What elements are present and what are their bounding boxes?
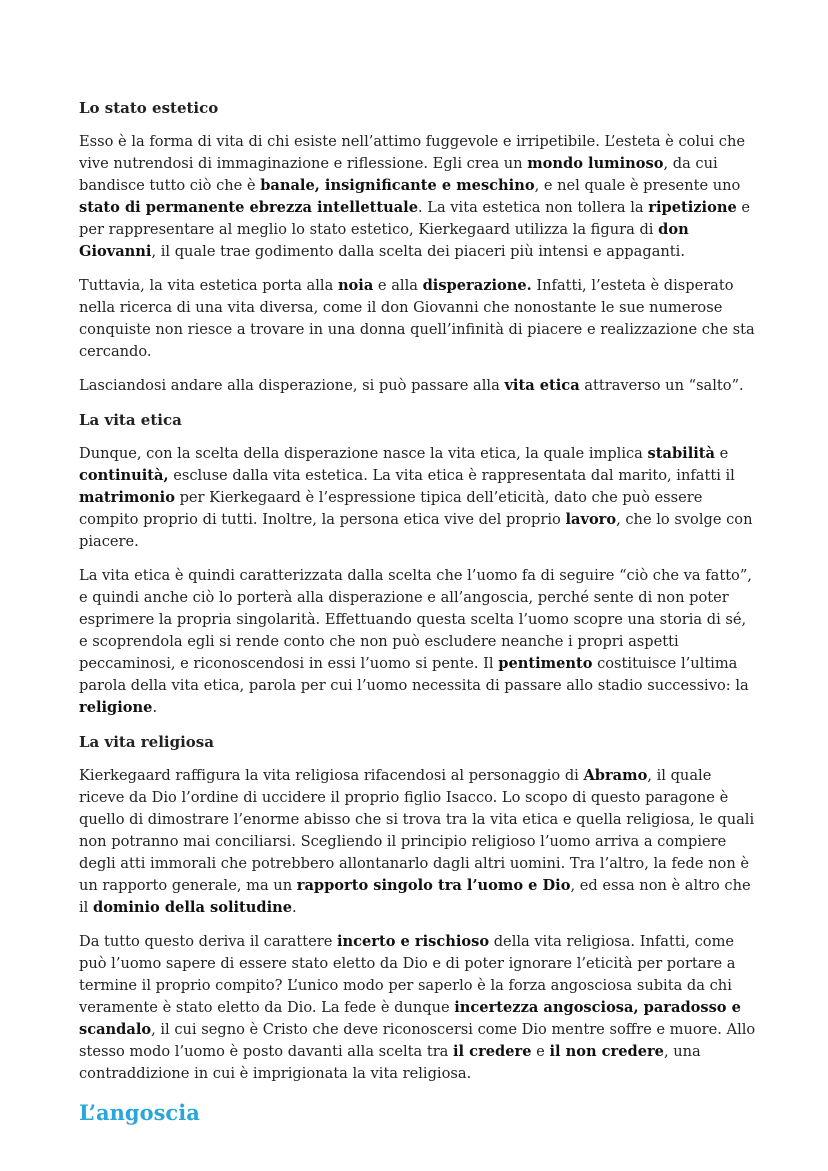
bold-text: noia <box>337 277 374 294</box>
text-run: . La vita estetica non tollera la <box>418 199 649 216</box>
text-run: e <box>531 1043 550 1060</box>
text-run: , il quale riceve da Dio l’ordine di uccidere il proprio figlio Isacco. Lo scopo di questo paragone è quello di dimostrare l’enorme abisso che si trova tra la vita etica e quella religiosa, le quali non potranno mai conciliarsi. Scegliendo il principio religioso l’uomo arriva a compiere degli atti immorali che potrebbero allontanarlo dagli altri uomini. Tra l’altro, la fede non è un rapporto generale, ma un <box>79 767 755 894</box>
bold-text: matrimonio <box>79 489 175 506</box>
text-run: costituisce l’ultima parola della vita etica, parola per cui l’uomo necessita di passare allo stadio successivo: la <box>79 655 749 694</box>
paragraph <box>79 565 758 719</box>
bold-text: continuità, <box>79 467 169 484</box>
text-run: attraverso un “salto”. <box>579 377 744 394</box>
text-run: , che lo svolge con piacere. <box>79 511 753 550</box>
bold-text: banale, insignificante e meschino <box>260 177 535 194</box>
bold-text: vita etica <box>504 377 580 394</box>
text-run: , da cui bandisce tutto ciò che è <box>79 155 718 194</box>
bold-text: stato di permanente ebrezza intellettuale <box>79 199 418 216</box>
bold-text: incerto e rischioso <box>336 933 490 950</box>
text-run: , il cui segno è Cristo che deve riconoscersi come Dio mentre soffre e muore. Allo stesso modo l’uomo è posto davanti alla scelta tra <box>79 1021 756 1060</box>
bold-text: stabilità <box>647 445 715 462</box>
text-run: Esso è la forma di vita di chi esiste nell’attimo fuggevole e irripetibile. L’esteta è colui che vive nutrendosi di immaginazione e riflessione. Egli crea un <box>79 133 746 172</box>
section <box>79 97 758 397</box>
section <box>79 409 758 719</box>
bold-text: dominio della solitudine <box>92 899 293 916</box>
bold-text: don Giovanni <box>79 221 689 260</box>
bold-text: pentimento <box>498 655 593 672</box>
text-run: La vita etica è quindi caratterizzata dalla scelta che l’uomo fa di seguire “ciò che va fatto”, e quindi anche ciò lo porterà alla disperazione e all’angoscia, perché sente di non poter esprimere la propria singolarità. Effettuando questa scelta l’uomo scopre una storia di sé, e scoprendola egli si rende conto che non può escludere neanche i propri aspetti peccaminosi, e riconoscendosi in essi l’uomo si pente. Il <box>79 567 752 672</box>
paragraph <box>79 443 758 553</box>
document-body <box>79 97 758 1085</box>
section-title: Lo stato estetico <box>79 99 219 117</box>
bold-text: incertezza angosciosa, paradosso e scandalo <box>79 999 741 1038</box>
section-title: La vita etica <box>79 411 182 429</box>
paragraph <box>79 131 758 263</box>
text-run: . <box>292 899 297 916</box>
text-run: e per rappresentare al meglio lo stato estetico, Kierkegaard utilizza la figura di <box>79 199 751 238</box>
text-run: , ed essa non è altro che il <box>79 877 751 916</box>
bold-text: mondo luminoso <box>527 155 664 172</box>
text-run: per Kierkegaard è l’espressione tipica dell’eticità, dato che può essere compito proprio di tutti. Inoltre, la persona etica vive del proprio <box>79 489 703 528</box>
bold-text: religione <box>79 699 153 716</box>
bold-text: il non credere <box>549 1043 664 1060</box>
text-run: e <box>714 445 729 462</box>
bold-text: rapporto singolo tra l’uomo e Dio <box>296 877 571 894</box>
text-run: Kierkegaard raffigura la vita religiosa rifacendosi al personaggio di <box>79 767 584 784</box>
text-run: della vita religiosa. Infatti, come può l’uomo sapere di essere stato eletto da Dio e di poter ignorare l’eticità per portare a termine il proprio compito? L’unico modo per saperlo è la forza angosciosa subita da chi veramente è stato eletto da Dio. La fede è dunque <box>79 933 736 1016</box>
bold-text: Abramo <box>583 767 648 784</box>
paragraph <box>79 765 758 919</box>
bold-text: il credere <box>453 1043 532 1060</box>
bold-text: lavoro <box>565 511 617 528</box>
bold-text: disperazione. <box>422 277 532 294</box>
text-run: Dunque, con la scelta della disperazione nasce la vita etica, la quale implica <box>79 445 648 462</box>
paragraph <box>79 375 758 397</box>
paragraph <box>79 275 758 363</box>
bold-text: ripetizione <box>648 199 737 216</box>
text-run: , e nel quale è presente uno <box>534 177 741 194</box>
chapter-heading: L’angoscia <box>79 1100 200 1125</box>
section-title: La vita religiosa <box>79 733 214 751</box>
paragraph <box>79 931 758 1085</box>
text-run: Da tutto questo deriva il carattere <box>79 933 337 950</box>
text-run: Tuttavia, la vita estetica porta alla <box>79 277 338 294</box>
text-run: Infatti, l’esteta è disperato nella ricerca di una vita diversa, come il don Giovanni che nonostante le sue numerose conquiste non riesce a trovare in una donna quell’infinità di piacere e realizzazione che sta cercando. <box>79 277 755 360</box>
section <box>79 731 758 1085</box>
text-run: , il quale trae godimento dalla scelta dei piaceri più intensi e appaganti. <box>151 243 685 260</box>
text-run: . <box>152 699 158 716</box>
text-run: Lasciandosi andare alla disperazione, si può passare alla <box>79 377 505 394</box>
text-run: escluse dalla vita estetica. La vita etica è rappresentata dal marito, infatti il <box>168 467 735 484</box>
text-run: e alla <box>373 277 423 294</box>
text-run: , una contraddizione in cui è imprigionata la vita religiosa. <box>79 1043 701 1082</box>
